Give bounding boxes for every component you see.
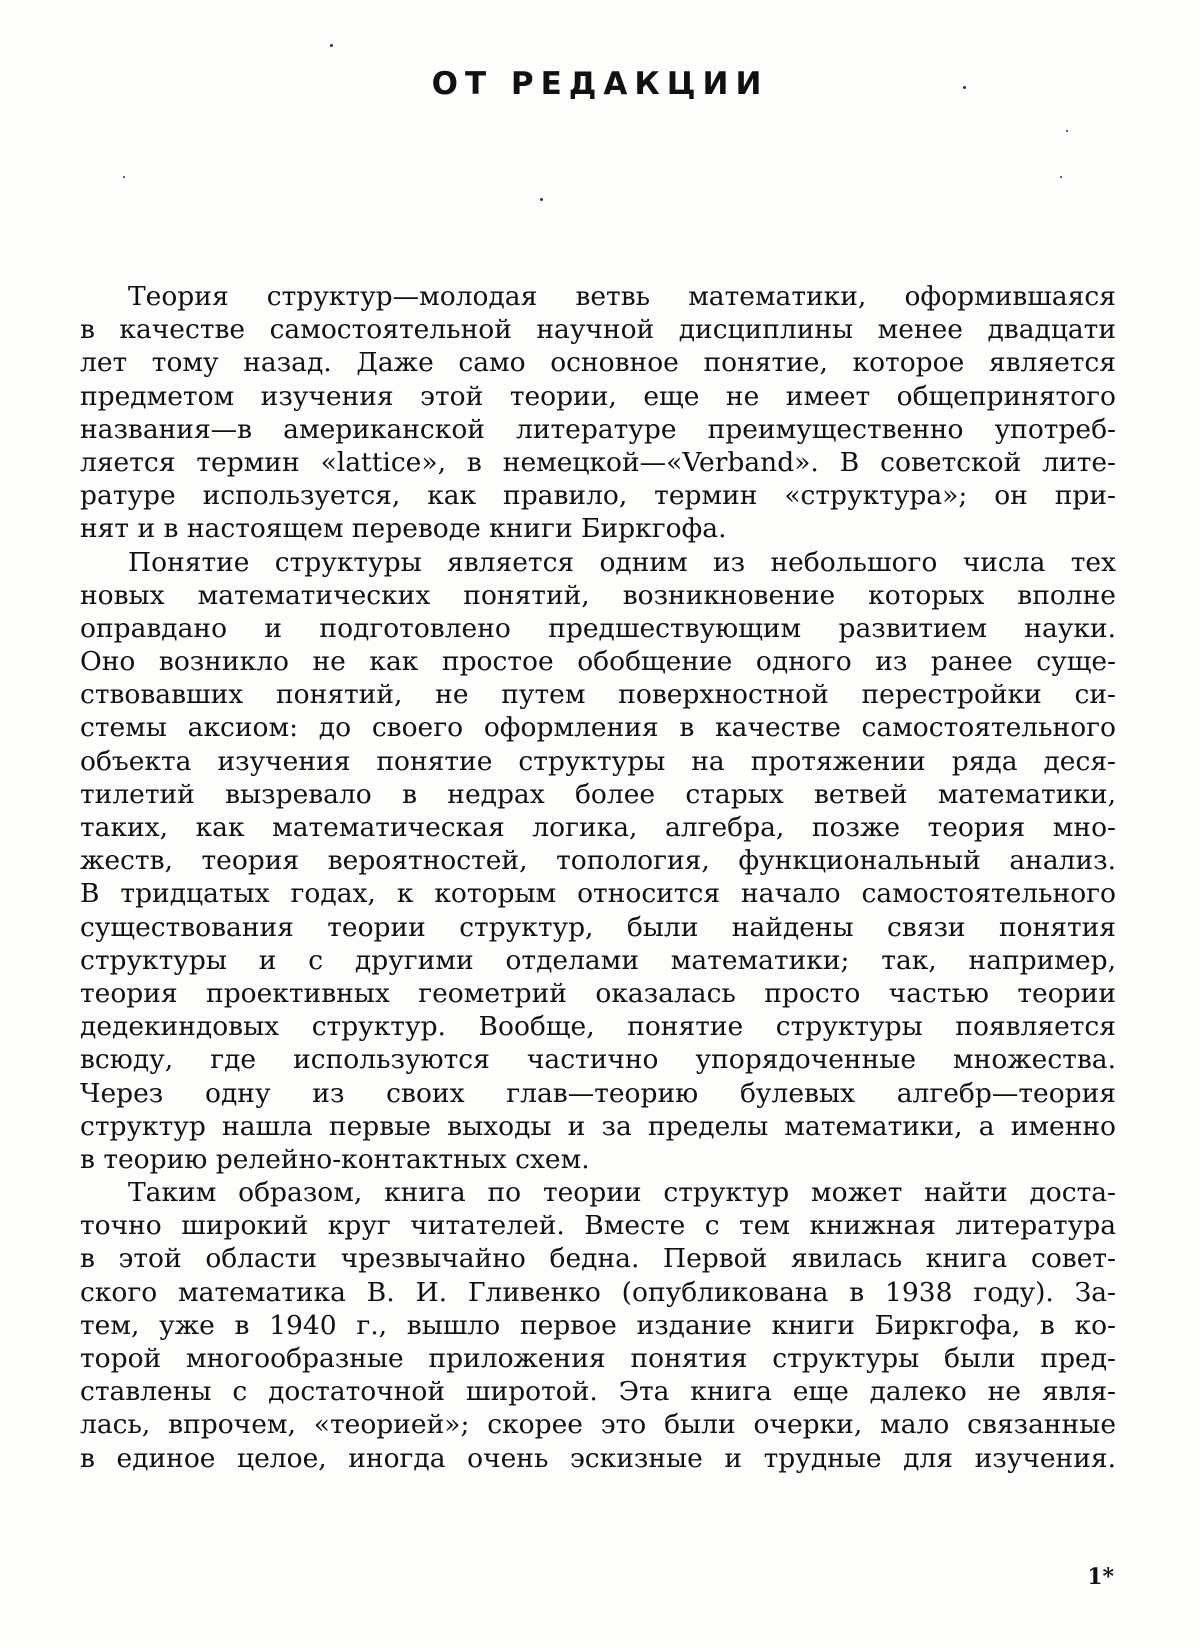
text-line: Через одну из своих глав—теорию булевых алгебр—теория <box>80 1077 1116 1109</box>
page-title: ОТ РЕДАКЦИИ <box>431 66 769 102</box>
signature-mark: 1* <box>1087 1564 1114 1590</box>
text-line: В тридцатых годах, к которым относится начало самостоятельного <box>80 878 1116 910</box>
text-line: в качестве самостоятельной научной дисциплины менее двадцати <box>80 314 1116 346</box>
paragraph-1 <box>80 280 1116 546</box>
text-line: Понятие структуры является одним из небольшого числа тех <box>128 546 1116 578</box>
text-line: ляется термин «lattice», в немецкой—«Verband». В советской лите- <box>80 446 1116 478</box>
text-line: ставлены с достаточной широтой. Эта книга еще далеко не явля- <box>80 1376 1116 1408</box>
scan-speck <box>1066 130 1068 132</box>
scan-speck <box>963 86 966 89</box>
text-line: ратуре используется, как правило, термин «структура»; он при- <box>80 480 1116 512</box>
text-line: всюду, где используются частично упорядоченные множества. <box>80 1044 1116 1076</box>
text-line: существования теории структур, были найдены связи понятия <box>80 911 1116 943</box>
text-line: торой многообразные приложения понятия структуры были пред- <box>80 1343 1116 1374</box>
text-line: лет тому назад. Даже само основное понятие, которое является <box>80 347 1116 379</box>
text-line: новых математических понятий, возникновение которых вполне <box>80 579 1116 611</box>
text-line: тем, уже в 1940 г., вышло первое издание книги Биркгофа, в ко- <box>80 1309 1116 1341</box>
text-line: нят и в настоящем переводе книги Биркгофа. <box>80 513 727 545</box>
scan-speck <box>1060 176 1062 178</box>
text-line: Таким образом, книга по теории структур может найти доста- <box>128 1177 1116 1209</box>
text-line: структуры и с другими отделами математики; так, например, <box>80 944 1116 976</box>
text-line: в единое целое, иногда очень эскизные и трудные для изучения. <box>80 1442 1116 1474</box>
paragraph-2 <box>80 546 1116 1177</box>
text-line: жеств, теория вероятностей, топология, функциональный анализ. <box>80 845 1116 877</box>
paragraph-3 <box>80 1176 1116 1475</box>
text-line: в теорию релейно-контактных схем. <box>80 1143 590 1175</box>
text-line: объекта изучения понятие структуры на протяжении ряда деся- <box>80 745 1116 777</box>
text-line: стемы аксиом: до своего оформления в качестве самостоятельного <box>80 712 1116 744</box>
scan-speck <box>540 198 543 201</box>
text-line: Теория структур—молодая ветвь математики, оформившаяся <box>128 281 1116 312</box>
text-line: ского математика В. И. Гливенко (опубликована в 1938 году). За- <box>80 1276 1116 1308</box>
text-line: точно широкий круг читателей. Вместе с тем книжная литература <box>80 1210 1116 1242</box>
text-line: структур нашла первые выходы и за пределы математики, а именно <box>80 1110 1116 1142</box>
text-line: оправдано и подготовлено предшествующим развитием науки. <box>80 612 1116 644</box>
text-line: теория проективных геометрий оказалась просто частью теории <box>80 977 1116 1009</box>
text-line: предметом изучения этой теории, еще не имеет общепринятого <box>80 380 1116 412</box>
scan-speck <box>330 44 333 47</box>
body-text <box>80 280 1116 1475</box>
text-line: ствовавших понятий, не путем поверхностной перестройки си- <box>80 679 1116 711</box>
text-line: Оно возникло не как простое обобщение одного из ранее суще- <box>80 646 1116 678</box>
text-line: тилетий вызревало в недрах более старых ветвей математики, <box>80 778 1116 810</box>
text-line: таких, как математическая логика, алгебра, позже теория мно- <box>80 812 1116 843</box>
text-line: лась, впрочем, «теорией»; скорее это были очерки, мало связанные <box>80 1409 1116 1441</box>
text-line: в этой области чрезвычайно бедна. Первой явилась книга совет- <box>80 1243 1116 1275</box>
text-line: дедекиндовых структур. Вообще, понятие структуры появляется <box>80 1011 1116 1043</box>
scan-speck <box>123 176 125 178</box>
text-line: названия—в американской литературе преимущественно употреб- <box>80 413 1116 445</box>
